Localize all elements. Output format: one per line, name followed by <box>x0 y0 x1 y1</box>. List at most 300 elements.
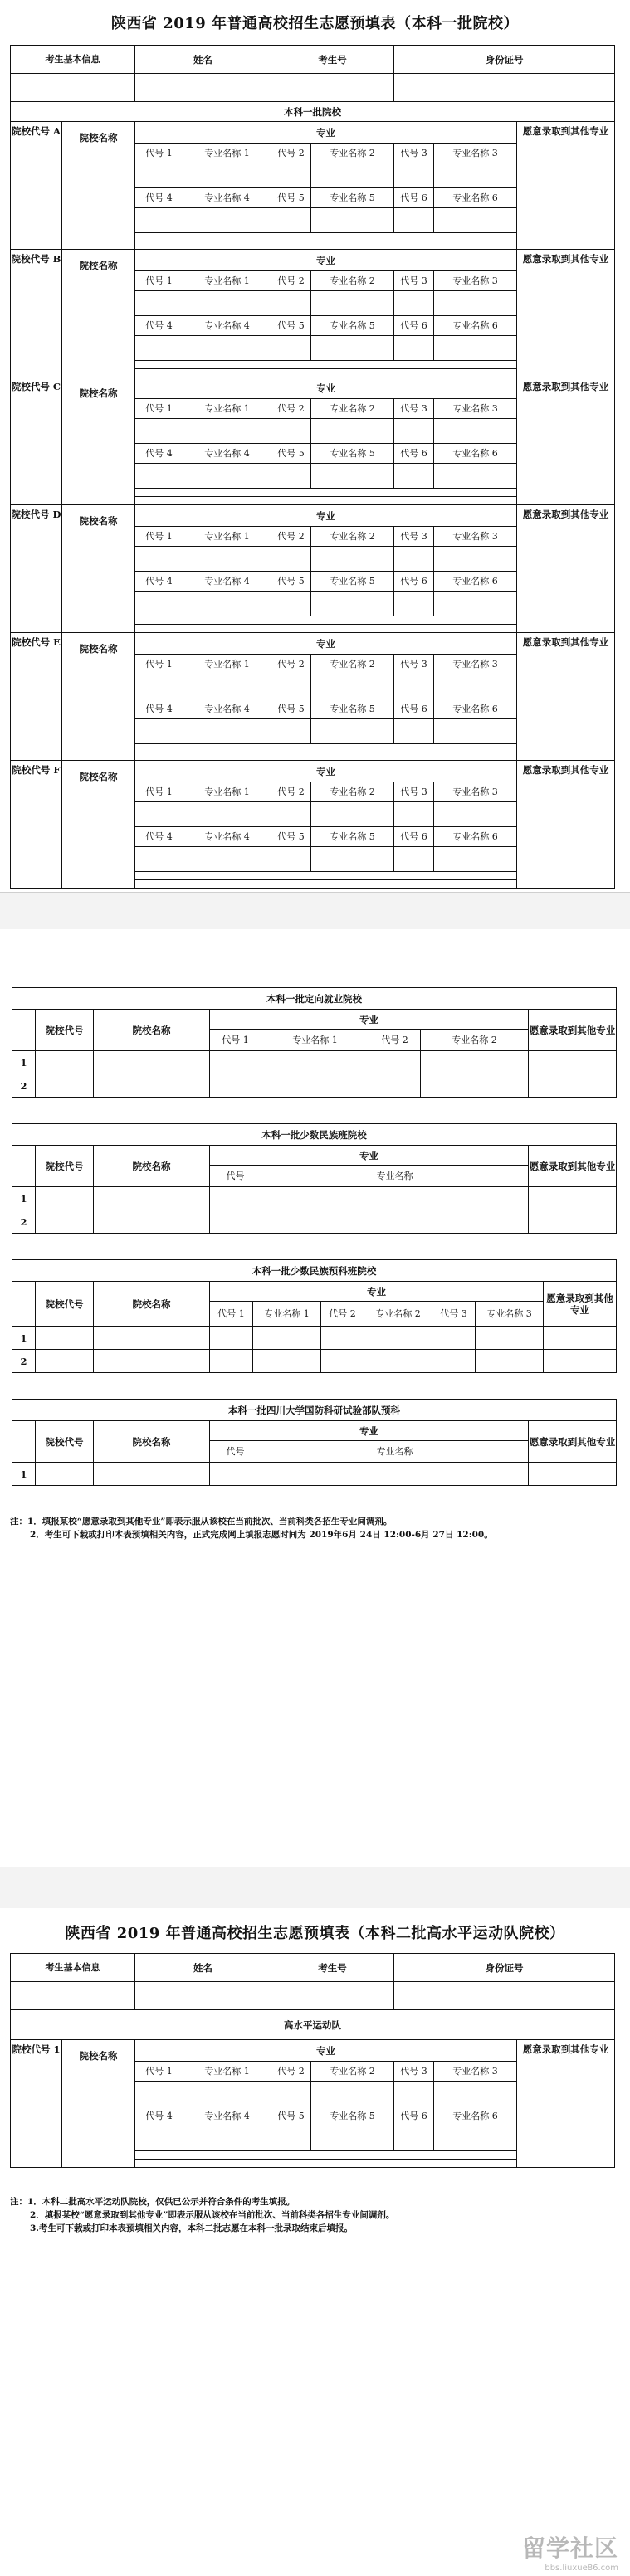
major-code-label: 代号 5 <box>271 188 311 208</box>
t2-row-2-num: 2 <box>12 1210 36 1234</box>
t2-cell[interactable] <box>94 1187 210 1210</box>
block-spacer <box>135 625 517 633</box>
major-entry-cell[interactable] <box>271 163 311 188</box>
note-line: 注：1．填报某校“愿意录取到其他专业”即表示服从该校在当前批次、当前科类各招生专业间调剂。 <box>10 1517 393 1527</box>
school-name-label: 院校名称 <box>62 505 135 633</box>
block-spacer <box>135 880 517 889</box>
major-name-label: 专业名称 6 <box>434 444 517 464</box>
major-name-label: 专业名称 4 <box>183 316 271 336</box>
major-code-label: 代号 1 <box>135 399 183 419</box>
major-name-label: 专业名称 1 <box>183 527 271 547</box>
t1-willing-head: 愿意录取到其他专业 <box>529 1010 617 1051</box>
major-code-label: 代号 4 <box>135 188 183 208</box>
major-name-label: 专业名称 5 <box>311 572 394 592</box>
major-entry-cell[interactable] <box>311 802 394 827</box>
major-name-label: 专业名称 3 <box>434 655 517 674</box>
major-entry-cell[interactable] <box>434 674 517 699</box>
major-header: 专业 <box>135 250 517 271</box>
t4-cell[interactable] <box>36 1463 94 1486</box>
willing-other-major-label: 愿意录取到其他专业 <box>517 761 615 889</box>
t2-major-head: 专业 <box>210 1146 529 1166</box>
major-code-label: 代号 6 <box>394 444 434 464</box>
major-entry-cell[interactable] <box>311 674 394 699</box>
page-gap-1 <box>0 892 630 931</box>
major-name-label: 专业名称 3 <box>434 527 517 547</box>
page-gap-2 <box>0 1867 630 1910</box>
t3-school-name-head: 院校名称 <box>94 1282 210 1327</box>
p3-major-head: 专业 <box>135 2040 517 2062</box>
major-entry-cell[interactable] <box>311 847 394 872</box>
major-entry-cell[interactable] <box>311 336 394 361</box>
major-entry-cell[interactable] <box>394 163 434 188</box>
p3-code-6: 代号 6 <box>394 2106 434 2126</box>
major-header: 专业 <box>135 633 517 655</box>
major-entry-cell[interactable] <box>135 419 183 444</box>
major-entry-cell[interactable] <box>394 208 434 233</box>
major-entry-cell[interactable] <box>311 547 394 572</box>
major-entry-cell[interactable] <box>434 719 517 744</box>
major-code-label: 代号 4 <box>135 444 183 464</box>
major-entry-cell[interactable] <box>434 547 517 572</box>
t2-cell[interactable] <box>36 1187 94 1210</box>
major-entry-cell[interactable] <box>311 419 394 444</box>
t3-cell[interactable] <box>36 1327 94 1350</box>
t3-col-major3: 专业名称 3 <box>476 1302 544 1327</box>
major-code-label: 代号 2 <box>271 271 311 291</box>
block-spacer <box>135 369 517 377</box>
t3-cell[interactable] <box>210 1327 253 1350</box>
major-code-label: 代号 3 <box>394 655 434 674</box>
major-code-label: 代号 6 <box>394 316 434 336</box>
school-code-label: 院校代号 D <box>11 505 62 633</box>
major-name-label: 专业名称 3 <box>434 399 517 419</box>
t1-row-num-head <box>12 1010 36 1051</box>
major-entry-cell[interactable] <box>311 719 394 744</box>
p3-code-4: 代号 4 <box>135 2106 183 2126</box>
major-name-label: 专业名称 5 <box>311 188 394 208</box>
section-title: 本科一批院校 <box>11 102 615 122</box>
school-code-label: 院校代号 C <box>11 377 62 505</box>
t2-row-1-num: 1 <box>12 1187 36 1210</box>
major-entry-cell[interactable] <box>183 674 271 699</box>
major-entry-cell[interactable] <box>434 847 517 872</box>
major-entry-cell[interactable] <box>183 719 271 744</box>
major-code-label: 代号 3 <box>394 399 434 419</box>
major-name-label: 专业名称 4 <box>183 444 271 464</box>
t2-col-major: 专业名称 <box>261 1166 529 1187</box>
block-spacer <box>135 489 517 497</box>
major-entry-cell[interactable] <box>135 336 183 361</box>
major-name-label: 专业名称 4 <box>183 699 271 719</box>
willing-other-major-label: 愿意录取到其他专业 <box>517 377 615 505</box>
major-name-label: 专业名称 6 <box>434 188 517 208</box>
major-code-label: 代号 2 <box>271 782 311 802</box>
t4-cell[interactable] <box>529 1463 617 1486</box>
t1-row-2-num: 2 <box>12 1074 36 1098</box>
major-header: 专业 <box>135 377 517 399</box>
t3-major-head: 专业 <box>210 1282 544 1302</box>
major-code-label: 代号 5 <box>271 444 311 464</box>
school-code-label: 院校代号 F <box>11 761 62 889</box>
t2-school-code-head: 院校代号 <box>36 1146 94 1187</box>
p3-cell[interactable] <box>394 2126 434 2151</box>
t3-cell[interactable] <box>544 1350 617 1373</box>
t3-cell[interactable] <box>321 1327 364 1350</box>
major-code-label: 代号 4 <box>135 572 183 592</box>
p3-cell[interactable] <box>183 2126 271 2151</box>
major-entry-cell[interactable] <box>183 336 271 361</box>
major-entry-cell[interactable] <box>434 419 517 444</box>
major-code-label: 代号 5 <box>271 827 311 847</box>
major-code-label: 代号 2 <box>271 527 311 547</box>
major-entry-cell[interactable] <box>183 802 271 827</box>
page3-notes <box>10 2195 394 2235</box>
t3-cell[interactable] <box>544 1327 617 1350</box>
major-name-label: 专业名称 4 <box>183 827 271 847</box>
t1-cell[interactable] <box>369 1074 421 1098</box>
major-entry-cell[interactable] <box>434 336 517 361</box>
t3-col-code2: 代号 2 <box>321 1302 364 1327</box>
watermark-logo-text: 留学社区 <box>521 2535 618 2562</box>
major-entry-cell[interactable] <box>434 464 517 489</box>
note-line: 2．考生可下载或打印本表预填相关内容，正式完成网上填报志愿时间为 2019年6月 24日 12:00-6月 27日 12:00。 <box>30 1530 493 1540</box>
p3-code-5: 代号 5 <box>271 2106 311 2126</box>
major-code-label: 代号 5 <box>271 699 311 719</box>
t1-cell[interactable] <box>421 1051 529 1074</box>
p3-cell[interactable] <box>135 2126 183 2151</box>
p3-section-title: 高水平运动队 <box>11 2010 615 2040</box>
t1-cell[interactable] <box>94 1051 210 1074</box>
t4-col-code: 代号 <box>210 1441 261 1463</box>
school-code-label: 院校代号 E <box>11 633 62 761</box>
t2-title: 本科一批少数民族班院校 <box>12 1124 617 1146</box>
p3-cell[interactable] <box>434 2126 517 2151</box>
block-spacer <box>135 241 517 250</box>
major-entry-cell[interactable] <box>311 291 394 316</box>
major-code-label: 代号 1 <box>135 271 183 291</box>
major-entry-cell[interactable] <box>135 464 183 489</box>
school-code-label: 院校代号 A <box>11 122 62 250</box>
major-entry-cell[interactable] <box>394 719 434 744</box>
exam-no-label: 考生号 <box>271 46 394 74</box>
major-entry-cell[interactable] <box>394 847 434 872</box>
major-entry-cell[interactable] <box>183 419 271 444</box>
major-name-label: 专业名称 4 <box>183 572 271 592</box>
block-spacer <box>135 616 517 625</box>
major-entry-cell[interactable] <box>135 547 183 572</box>
page2-notes <box>10 1515 493 1541</box>
t3-cell[interactable] <box>432 1327 476 1350</box>
p3-exam-no-input[interactable] <box>271 1982 394 2010</box>
major-entry-cell[interactable] <box>271 592 311 616</box>
t1-cell[interactable] <box>529 1074 617 1098</box>
p3-spacer <box>135 2151 517 2160</box>
major-code-label: 代号 3 <box>394 527 434 547</box>
t2-school-name-head: 院校名称 <box>94 1146 210 1187</box>
major-header: 专业 <box>135 122 517 144</box>
major-header: 专业 <box>135 505 517 527</box>
t4-major-head: 专业 <box>210 1421 529 1441</box>
p3-student-info-label: 考生基本信息 <box>11 1954 135 1982</box>
exam-no-input[interactable] <box>271 74 394 102</box>
major-entry-cell[interactable] <box>183 163 271 188</box>
t1-col-code2: 代号 2 <box>369 1030 421 1051</box>
major-entry-cell[interactable] <box>183 547 271 572</box>
major-name-label: 专业名称 6 <box>434 572 517 592</box>
p3-willing: 愿意录取到其他专业 <box>517 2040 615 2168</box>
t2-cell[interactable] <box>529 1210 617 1234</box>
t1-cell[interactable] <box>369 1051 421 1074</box>
block-spacer <box>135 233 517 241</box>
major-entry-cell[interactable] <box>135 847 183 872</box>
t4-cell[interactable] <box>261 1463 529 1486</box>
minority-class-table <box>12 1123 617 1234</box>
major-entry-cell[interactable] <box>311 464 394 489</box>
major-entry-cell[interactable] <box>183 291 271 316</box>
major-code-label: 代号 4 <box>135 827 183 847</box>
p3-student-info-blank <box>11 1982 135 2010</box>
major-name-label: 专业名称 5 <box>311 827 394 847</box>
p3-major-3: 专业名称 3 <box>434 2062 517 2082</box>
major-entry-cell[interactable] <box>135 802 183 827</box>
major-entry-cell[interactable] <box>135 208 183 233</box>
t1-cell[interactable] <box>421 1074 529 1098</box>
note-line: 2．填报某校“愿意录取到其他专业”即表示服从该校在当前批次、当前科类各招生专业间调剂。 <box>30 2210 395 2220</box>
major-code-label: 代号 1 <box>135 782 183 802</box>
p3-major-1: 专业名称 1 <box>183 2062 271 2082</box>
t3-cell[interactable] <box>94 1350 210 1373</box>
major-entry-cell[interactable] <box>183 208 271 233</box>
page3-form-table <box>10 1953 615 2168</box>
site-watermark <box>522 2530 618 2573</box>
p3-code-3: 代号 3 <box>394 2062 434 2082</box>
major-entry-cell[interactable] <box>434 802 517 827</box>
p3-cell[interactable] <box>394 2082 434 2106</box>
t1-cell[interactable] <box>94 1074 210 1098</box>
major-entry-cell[interactable] <box>271 291 311 316</box>
major-entry-cell[interactable] <box>183 847 271 872</box>
p3-cell[interactable] <box>271 2082 311 2106</box>
note-line: 3.考生可下载或打印本表预填相关内容，本科二批志愿在本科一批录取结束后填报。 <box>30 2223 353 2233</box>
t3-school-code-head: 院校代号 <box>36 1282 94 1327</box>
t3-cell[interactable] <box>432 1350 476 1373</box>
willing-other-major-label: 愿意录取到其他专业 <box>517 633 615 761</box>
major-code-label: 代号 6 <box>394 699 434 719</box>
major-entry-cell[interactable] <box>394 464 434 489</box>
block-spacer <box>135 752 517 761</box>
t3-cell[interactable] <box>253 1350 321 1373</box>
t3-cell[interactable] <box>364 1350 432 1373</box>
name-label: 姓名 <box>135 46 271 74</box>
t1-major-head: 专业 <box>210 1010 529 1030</box>
major-code-label: 代号 5 <box>271 316 311 336</box>
major-entry-cell[interactable] <box>183 592 271 616</box>
form-page-2 <box>0 929 630 1867</box>
major-entry-cell[interactable] <box>135 592 183 616</box>
willing-other-major-label: 愿意录取到其他专业 <box>517 505 615 633</box>
p3-spacer <box>135 2160 517 2168</box>
t1-cell[interactable] <box>210 1074 261 1098</box>
school-code-label: 院校代号 B <box>11 250 62 377</box>
t3-col-major2: 专业名称 2 <box>364 1302 432 1327</box>
p3-major-2: 专业名称 2 <box>311 2062 394 2082</box>
page1-form-table <box>10 45 615 889</box>
t1-row-1-num: 1 <box>12 1051 36 1074</box>
major-code-label: 代号 1 <box>135 527 183 547</box>
major-entry-cell[interactable] <box>434 291 517 316</box>
t1-cell[interactable] <box>36 1074 94 1098</box>
major-entry-cell[interactable] <box>394 419 434 444</box>
t1-cell[interactable] <box>261 1074 369 1098</box>
major-entry-cell[interactable] <box>271 674 311 699</box>
t4-cell[interactable] <box>210 1463 261 1486</box>
p3-cell[interactable] <box>135 2082 183 2106</box>
p3-cell[interactable] <box>311 2082 394 2106</box>
major-entry-cell[interactable] <box>394 802 434 827</box>
major-code-label: 代号 2 <box>271 655 311 674</box>
major-entry-cell[interactable] <box>394 547 434 572</box>
p3-name-input[interactable] <box>135 1982 271 2010</box>
willing-other-major-label: 愿意录取到其他专业 <box>517 122 615 250</box>
major-entry-cell[interactable] <box>311 208 394 233</box>
major-entry-cell[interactable] <box>135 719 183 744</box>
t1-cell[interactable] <box>529 1051 617 1074</box>
t2-cell[interactable] <box>210 1187 261 1210</box>
t3-cell[interactable] <box>36 1350 94 1373</box>
major-entry-cell[interactable] <box>271 336 311 361</box>
t4-col-major: 专业名称 <box>261 1441 529 1463</box>
major-name-label: 专业名称 2 <box>311 271 394 291</box>
major-name-label: 专业名称 6 <box>434 316 517 336</box>
t3-cell[interactable] <box>476 1350 544 1373</box>
major-name-label: 专业名称 1 <box>183 271 271 291</box>
block-spacer <box>135 744 517 752</box>
major-name-label: 专业名称 1 <box>183 782 271 802</box>
t3-cell[interactable] <box>476 1327 544 1350</box>
major-name-label: 专业名称 5 <box>311 316 394 336</box>
id-no-input[interactable] <box>394 74 615 102</box>
major-entry-cell[interactable] <box>434 592 517 616</box>
t1-school-code-head: 院校代号 <box>36 1010 94 1051</box>
t2-cell[interactable] <box>529 1187 617 1210</box>
major-name-label: 专业名称 2 <box>311 655 394 674</box>
p3-major-6: 专业名称 6 <box>434 2106 517 2126</box>
p3-cell[interactable] <box>183 2082 271 2106</box>
block-spacer <box>135 872 517 880</box>
t3-cell[interactable] <box>94 1327 210 1350</box>
t2-cell[interactable] <box>210 1210 261 1234</box>
t1-cell[interactable] <box>210 1051 261 1074</box>
p3-code-1: 代号 1 <box>135 2062 183 2082</box>
name-input[interactable] <box>135 74 271 102</box>
t3-row-1-num: 1 <box>12 1327 36 1350</box>
t3-cell[interactable] <box>364 1327 432 1350</box>
major-name-label: 专业名称 5 <box>311 444 394 464</box>
t1-cell[interactable] <box>36 1051 94 1074</box>
major-entry-cell[interactable] <box>394 592 434 616</box>
major-entry-cell[interactable] <box>183 464 271 489</box>
major-name-label: 专业名称 2 <box>311 782 394 802</box>
id-no-label: 身份证号 <box>394 46 615 74</box>
major-entry-cell[interactable] <box>394 291 434 316</box>
p3-id-no-input[interactable] <box>394 1982 615 2010</box>
major-entry-cell[interactable] <box>135 163 183 188</box>
t4-school-name-head: 院校名称 <box>94 1421 210 1463</box>
major-code-label: 代号 6 <box>394 827 434 847</box>
major-entry-cell[interactable] <box>271 208 311 233</box>
major-entry-cell[interactable] <box>271 419 311 444</box>
block-spacer <box>135 361 517 369</box>
major-name-label: 专业名称 3 <box>434 782 517 802</box>
major-entry-cell[interactable] <box>311 592 394 616</box>
t2-cell[interactable] <box>94 1210 210 1234</box>
major-entry-cell[interactable] <box>135 291 183 316</box>
major-entry-cell[interactable] <box>434 208 517 233</box>
t3-cell[interactable] <box>210 1350 253 1373</box>
major-entry-cell[interactable] <box>271 847 311 872</box>
t4-school-code-head: 院校代号 <box>36 1421 94 1463</box>
t4-willing-head: 愿意录取到其他专业 <box>529 1421 617 1463</box>
p3-major-4: 专业名称 4 <box>183 2106 271 2126</box>
t2-cell[interactable] <box>36 1210 94 1234</box>
p3-cell[interactable] <box>434 2082 517 2106</box>
t4-row-1-num: 1 <box>12 1463 36 1486</box>
directed-employment-table <box>12 987 617 1098</box>
major-entry-cell[interactable] <box>271 802 311 827</box>
major-entry-cell[interactable] <box>394 336 434 361</box>
t3-col-code3: 代号 3 <box>432 1302 476 1327</box>
t1-col-major2: 专业名称 2 <box>421 1030 529 1051</box>
watermark-url: bbs.liuxue86.com <box>545 2564 618 2573</box>
minority-preparatory-table <box>12 1259 617 1373</box>
p3-cell[interactable] <box>311 2126 394 2151</box>
t1-title: 本科一批定向就业院校 <box>12 988 617 1010</box>
p3-cell[interactable] <box>271 2126 311 2151</box>
major-entry-cell[interactable] <box>135 674 183 699</box>
p3-school-name: 院校名称 <box>62 2040 135 2168</box>
student-info-blank <box>11 74 135 102</box>
major-name-label: 专业名称 2 <box>311 527 394 547</box>
t3-cell[interactable] <box>253 1327 321 1350</box>
major-entry-cell[interactable] <box>311 163 394 188</box>
t3-cell[interactable] <box>321 1350 364 1373</box>
note-line: 注：1．本科二批高水平运动队院校，仅供已公示并符合条件的考生填报。 <box>10 2197 295 2207</box>
major-header: 专业 <box>135 761 517 782</box>
major-code-label: 代号 2 <box>271 144 311 163</box>
major-name-label: 专业名称 6 <box>434 699 517 719</box>
t4-cell[interactable] <box>94 1463 210 1486</box>
major-entry-cell[interactable] <box>271 464 311 489</box>
willing-other-major-label: 愿意录取到其他专业 <box>517 250 615 377</box>
major-entry-cell[interactable] <box>271 719 311 744</box>
t3-col-code1: 代号 1 <box>210 1302 253 1327</box>
t2-cell[interactable] <box>261 1210 529 1234</box>
t2-cell[interactable] <box>261 1187 529 1210</box>
school-name-label: 院校名称 <box>62 377 135 505</box>
t1-school-name-head: 院校名称 <box>94 1010 210 1051</box>
major-entry-cell[interactable] <box>394 674 434 699</box>
major-entry-cell[interactable] <box>434 163 517 188</box>
t2-willing-head: 愿意录取到其他专业 <box>529 1146 617 1187</box>
t2-col-code: 代号 <box>210 1166 261 1187</box>
major-code-label: 代号 4 <box>135 316 183 336</box>
major-entry-cell[interactable] <box>271 547 311 572</box>
t1-cell[interactable] <box>261 1051 369 1074</box>
major-code-label: 代号 6 <box>394 572 434 592</box>
major-code-label: 代号 3 <box>394 782 434 802</box>
form-page-3 <box>0 1908 630 2576</box>
major-name-label: 专业名称 2 <box>311 144 394 163</box>
